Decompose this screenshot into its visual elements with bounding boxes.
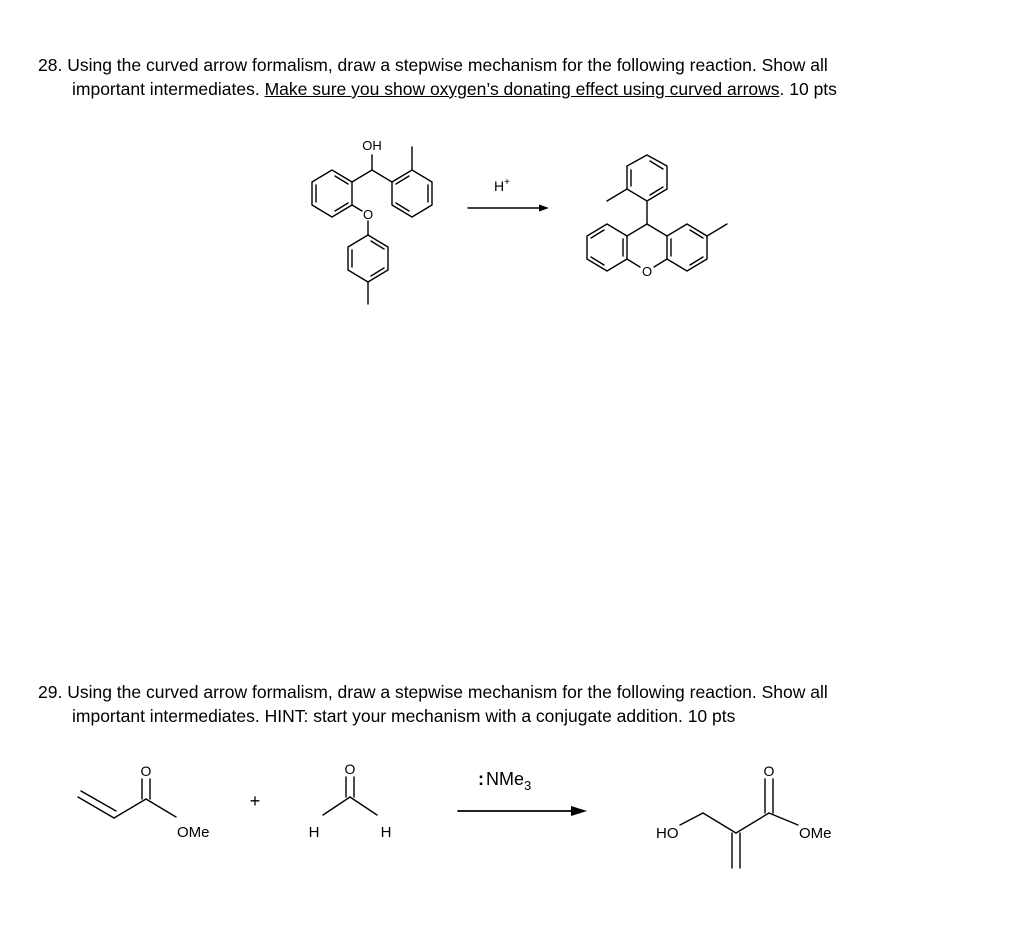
- question-28-line-2: [38, 77, 988, 101]
- question-29-line-1: 29. Using the curved arrow formalism, draw a stepwise mechanism for the following reaction. Show all: [38, 682, 828, 702]
- q29-product-hydroxyl-label: HO: [656, 825, 679, 842]
- q29-formaldehyde-left-h-label: H: [308, 824, 320, 841]
- q28-product-top-ring: [627, 155, 667, 201]
- q29-acrylate-methoxy-label: OMe: [177, 824, 210, 841]
- q28-reactant-structure: [312, 147, 432, 304]
- q28-reaction-arrow: [468, 205, 549, 212]
- q29-reagent-subscript: 3: [524, 778, 532, 793]
- q29-product-carbonyl-oxygen-label: O: [763, 763, 775, 779]
- question-28-reaction-scheme: [0, 125, 1020, 315]
- q29-formaldehyde-oxygen-label: O: [344, 761, 356, 777]
- q29-acrylate-carbonyl-oxygen-label: O: [140, 763, 152, 779]
- q29-formaldehyde: [323, 777, 377, 815]
- question-29-reaction-scheme: [0, 755, 1020, 885]
- q29-formaldehyde-right-h-label: H: [380, 824, 392, 841]
- q28-reactant-tolyl-ring: [348, 235, 388, 282]
- q29-reagent-label: : NMe$_3$: [478, 769, 532, 793]
- q28-reagent-proton-label: H+: [494, 177, 510, 194]
- q28-reactant-ether-oxygen-label: O: [362, 207, 374, 222]
- question-28-text: [38, 53, 988, 101]
- question-29-text: [38, 680, 988, 728]
- question-29-line-2: important intermediates. HINT: start your mechanism with a conjugate addition. 10 pts: [72, 706, 736, 726]
- q28-product-structure: [587, 155, 727, 271]
- q29-product-structure: [680, 779, 798, 868]
- q28-product-right-ring: [667, 224, 707, 271]
- q29-product-methoxy-label: OMe: [799, 825, 832, 842]
- question-28-line-2-prefix: important intermediates.: [72, 79, 265, 99]
- question-28-line-1: 28. Using the curved arrow formalism, draw a stepwise mechanism for the following reaction. Show all: [38, 55, 828, 75]
- q29-reagent-lone-pair: :: [478, 769, 484, 789]
- q28-reactant-right-ring: [392, 170, 432, 217]
- q28-reagent-charge: +: [504, 177, 510, 188]
- q28-reactant-left-ring: [312, 170, 352, 217]
- q29-methyl-acrylate: [78, 779, 176, 818]
- q28-product-ring-oxygen-label: O: [641, 264, 653, 279]
- q28-product-left-ring: [587, 224, 627, 271]
- q29-plus-sign: +: [249, 791, 261, 811]
- question-28-points: . 10 pts: [779, 79, 837, 99]
- q29-reaction-arrow: [458, 806, 587, 816]
- question-28-underlined-instruction: Make sure you show oxygen’s donating effect using curved arrows: [264, 79, 780, 99]
- q28-reactant-hydroxyl-label: OH: [362, 138, 382, 153]
